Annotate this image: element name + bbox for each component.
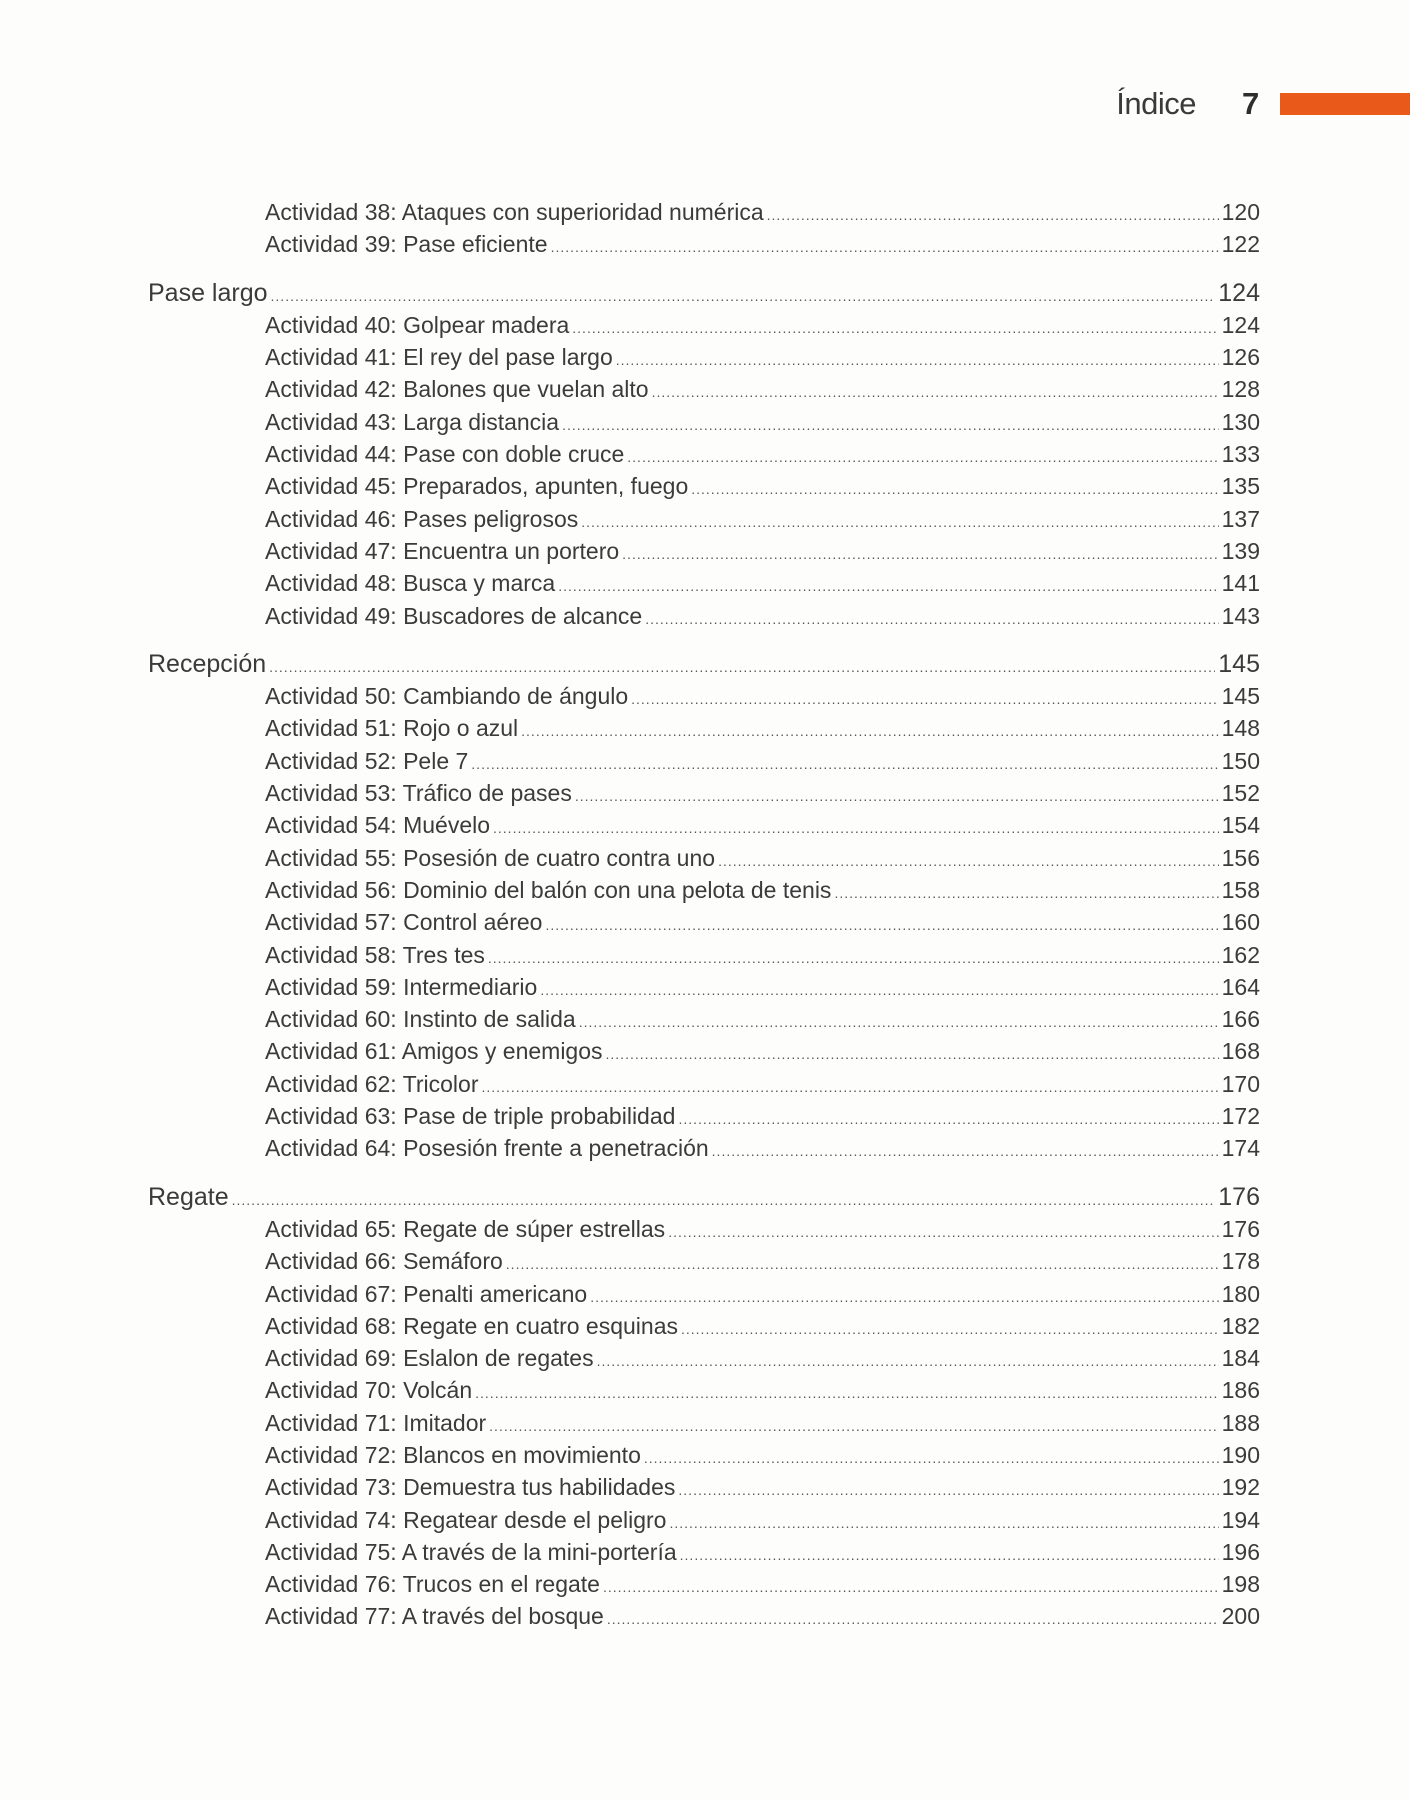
dot-leader bbox=[834, 877, 1218, 909]
toc-entry-label: Actividad 39: Pase eficiente bbox=[265, 231, 548, 258]
toc-page-number: 128 bbox=[1221, 376, 1260, 403]
dot-leader bbox=[644, 1442, 1219, 1474]
dot-leader bbox=[579, 1006, 1219, 1038]
dot-leader bbox=[652, 376, 1219, 408]
toc-page-number: 176 bbox=[1221, 1215, 1260, 1242]
toc-entry-label: Actividad 43: Larga distancia bbox=[265, 408, 560, 435]
dot-leader bbox=[597, 1345, 1219, 1377]
toc-entry-label: Actividad 68: Regate en cuatro esquinas bbox=[265, 1312, 678, 1339]
toc-entry-row[interactable] bbox=[148, 373, 1260, 405]
toc-page-number: 174 bbox=[1221, 1135, 1260, 1162]
toc-entry-label: Actividad 76: Trucos en el regate bbox=[265, 1571, 600, 1598]
toc-page-number: 170 bbox=[1221, 1070, 1260, 1097]
toc-entry-label: Actividad 49: Buscadores de alcance bbox=[265, 602, 643, 629]
toc-entry-label: Actividad 64: Posesión frente a penetración bbox=[265, 1135, 709, 1162]
header-title: Índice bbox=[1116, 86, 1196, 121]
toc-entry-label: Actividad 67: Penalti americano bbox=[265, 1280, 588, 1307]
toc-entry-row[interactable] bbox=[148, 228, 1260, 260]
toc-entry-row[interactable] bbox=[148, 1278, 1260, 1310]
dot-leader bbox=[488, 942, 1219, 974]
toc-entry-label: Actividad 54: Muévelo bbox=[265, 812, 491, 839]
toc-entry-row[interactable] bbox=[148, 1342, 1260, 1374]
toc-page-number: 126 bbox=[1221, 344, 1260, 371]
toc-entry-label: Actividad 69: Eslalon de regates bbox=[265, 1345, 594, 1372]
toc-entry-label: Actividad 71: Imitador bbox=[265, 1409, 487, 1436]
toc-entry-row[interactable] bbox=[148, 1245, 1260, 1277]
toc-entry-label: Actividad 57: Control aéreo bbox=[265, 909, 543, 936]
toc-entry-row[interactable] bbox=[148, 406, 1260, 438]
dot-leader bbox=[616, 344, 1219, 376]
dot-leader bbox=[493, 812, 1219, 844]
toc-page-number: 158 bbox=[1221, 876, 1260, 903]
toc-page-number: 150 bbox=[1221, 747, 1260, 774]
toc-entry-label: Actividad 55: Posesión de cuatro contra uno bbox=[265, 844, 716, 871]
toc-page-number: 160 bbox=[1221, 909, 1260, 936]
toc-page-number: 124 bbox=[1218, 278, 1260, 307]
toc-page-number: 139 bbox=[1221, 537, 1260, 564]
toc-entry-row[interactable] bbox=[148, 470, 1260, 502]
toc-page-number: 162 bbox=[1221, 941, 1260, 968]
toc-page-number: 145 bbox=[1221, 683, 1260, 710]
header-page-number: 7 bbox=[1242, 86, 1260, 121]
toc-page-number: 190 bbox=[1221, 1441, 1260, 1468]
toc-section-title: Recepción bbox=[148, 649, 267, 678]
toc-page-number: 137 bbox=[1221, 505, 1260, 532]
toc-page-number: 188 bbox=[1221, 1409, 1260, 1436]
dot-leader bbox=[545, 909, 1218, 941]
toc-entry-row[interactable] bbox=[148, 1132, 1260, 1164]
toc-entry-label: Actividad 50: Cambiando de ángulo bbox=[265, 683, 629, 710]
toc-page-number: 148 bbox=[1221, 715, 1260, 742]
toc-entry-row[interactable] bbox=[148, 712, 1260, 744]
dot-leader bbox=[481, 1071, 1218, 1103]
toc-section-row[interactable] bbox=[148, 1181, 1260, 1213]
toc-entry-row[interactable] bbox=[148, 1310, 1260, 1342]
toc-entry-label: Actividad 41: El rey del pase largo bbox=[265, 344, 613, 371]
toc-page-number: 141 bbox=[1221, 570, 1260, 597]
toc-entry-label: Actividad 70: Volcán bbox=[265, 1377, 473, 1404]
dot-leader bbox=[627, 441, 1218, 473]
dot-leader bbox=[581, 506, 1218, 538]
toc-page-number: 192 bbox=[1221, 1474, 1260, 1501]
toc-entry-label: Actividad 77: A través del bosque bbox=[265, 1603, 604, 1630]
dot-leader bbox=[551, 231, 1219, 263]
toc-entry-row[interactable] bbox=[148, 906, 1260, 938]
toc-section-row[interactable] bbox=[148, 648, 1260, 680]
toc-entry-label: Actividad 58: Tres tes bbox=[265, 941, 485, 968]
dot-leader bbox=[269, 651, 1215, 683]
toc-entry-row[interactable] bbox=[148, 341, 1260, 373]
toc-entry-label: Actividad 47: Encuentra un portero bbox=[265, 537, 620, 564]
toc-page-number: 164 bbox=[1221, 973, 1260, 1000]
toc-entry-row[interactable] bbox=[148, 1471, 1260, 1503]
toc-entry-row[interactable] bbox=[148, 939, 1260, 971]
table-of-contents bbox=[148, 196, 1260, 1633]
dot-leader bbox=[232, 1184, 1216, 1216]
toc-entry-row[interactable] bbox=[148, 1003, 1260, 1035]
dot-leader bbox=[767, 199, 1219, 231]
toc-entry-label: Actividad 75: A través de la mini-portería bbox=[265, 1538, 677, 1565]
toc-page-number: 182 bbox=[1221, 1312, 1260, 1339]
dot-leader bbox=[678, 1474, 1218, 1506]
toc-entry-row[interactable] bbox=[148, 971, 1260, 1003]
toc-entry-row[interactable] bbox=[148, 777, 1260, 809]
toc-page-number: 178 bbox=[1221, 1248, 1260, 1275]
page-header bbox=[0, 82, 1410, 126]
toc-page-number: 194 bbox=[1221, 1506, 1260, 1533]
dot-leader bbox=[691, 473, 1218, 505]
toc-entry-row[interactable] bbox=[148, 1536, 1260, 1568]
header-accent-bar bbox=[1280, 93, 1410, 115]
dot-leader bbox=[712, 1135, 1219, 1167]
toc-entry-row[interactable] bbox=[148, 1100, 1260, 1132]
toc-entry-row[interactable] bbox=[148, 600, 1260, 632]
toc-page-number: 176 bbox=[1218, 1182, 1260, 1211]
toc-entry-row[interactable] bbox=[148, 745, 1260, 777]
toc-entry-row[interactable] bbox=[148, 503, 1260, 535]
toc-page-number: 196 bbox=[1221, 1538, 1260, 1565]
toc-entry-label: Actividad 38: Ataques con superioridad numérica bbox=[265, 199, 764, 225]
toc-entry-row[interactable] bbox=[148, 567, 1260, 599]
dot-leader bbox=[681, 1313, 1219, 1345]
toc-entry-label: Actividad 72: Blancos en movimiento bbox=[265, 1441, 641, 1468]
toc-entry-label: Actividad 53: Tráfico de pases bbox=[265, 780, 572, 807]
dot-leader bbox=[607, 1603, 1219, 1635]
toc-section-title: Regate bbox=[148, 1182, 229, 1211]
dot-leader bbox=[572, 312, 1218, 344]
dot-leader bbox=[718, 845, 1219, 877]
toc-entry-label: Actividad 59: Intermediario bbox=[265, 973, 538, 1000]
toc-page-number: 145 bbox=[1218, 649, 1260, 678]
toc-entry-row[interactable] bbox=[148, 1068, 1260, 1100]
dot-leader bbox=[558, 570, 1218, 602]
toc-entry-label: Actividad 63: Pase de triple probabilidad bbox=[265, 1103, 676, 1130]
toc-page-number: 152 bbox=[1221, 780, 1260, 807]
dot-leader bbox=[631, 683, 1218, 715]
toc-entry-label: Actividad 44: Pase con doble cruce bbox=[265, 441, 625, 468]
toc-page-number: 168 bbox=[1221, 1038, 1260, 1065]
toc-page-number: 143 bbox=[1221, 602, 1260, 629]
toc-entry-label: Actividad 61: Amigos y enemigos bbox=[265, 1038, 603, 1065]
toc-entry-label: Actividad 65: Regate de súper estrellas bbox=[265, 1215, 666, 1242]
dot-leader bbox=[540, 974, 1218, 1006]
toc-entry-row[interactable] bbox=[148, 680, 1260, 712]
toc-entry-row[interactable] bbox=[148, 1600, 1260, 1632]
toc-page-number: 122 bbox=[1221, 231, 1260, 258]
toc-page-number: 172 bbox=[1221, 1103, 1260, 1130]
toc-entry-label: Actividad 74: Regatear desde el peligro bbox=[265, 1506, 667, 1533]
dot-leader bbox=[562, 409, 1219, 441]
toc-section-row[interactable] bbox=[148, 277, 1260, 309]
toc-page-number: 156 bbox=[1221, 844, 1260, 871]
dot-leader bbox=[575, 780, 1219, 812]
dot-leader bbox=[489, 1410, 1218, 1442]
dot-leader bbox=[669, 1507, 1218, 1539]
toc-entry-row[interactable] bbox=[148, 535, 1260, 567]
toc-page-number: 135 bbox=[1221, 473, 1260, 500]
toc-entry-row[interactable] bbox=[148, 1439, 1260, 1471]
dot-leader bbox=[678, 1103, 1218, 1135]
dot-leader bbox=[475, 1377, 1218, 1409]
toc-section-title: Pase largo bbox=[148, 278, 268, 307]
dot-leader bbox=[606, 1038, 1219, 1070]
dot-leader bbox=[603, 1571, 1219, 1603]
dot-leader bbox=[506, 1248, 1219, 1280]
dot-leader bbox=[590, 1281, 1218, 1313]
dot-leader bbox=[680, 1539, 1219, 1571]
dot-leader bbox=[271, 280, 1216, 312]
dot-leader bbox=[668, 1216, 1218, 1248]
toc-entry-row[interactable] bbox=[148, 1374, 1260, 1406]
toc-entry-label: Actividad 51: Rojo o azul bbox=[265, 715, 519, 742]
toc-entry-label: Actividad 60: Instinto de salida bbox=[265, 1006, 576, 1033]
toc-entry-label: Actividad 45: Preparados, apunten, fuego bbox=[265, 473, 689, 500]
dot-leader bbox=[645, 603, 1218, 635]
toc-entry-label: Actividad 73: Demuestra tus habilidades bbox=[265, 1474, 676, 1501]
toc-entry-label: Actividad 52: Pele 7 bbox=[265, 747, 469, 774]
toc-entry-label: Actividad 62: Tricolor bbox=[265, 1070, 479, 1097]
toc-page-number: 124 bbox=[1221, 311, 1260, 338]
toc-page-number: 198 bbox=[1221, 1571, 1260, 1598]
toc-entry-row[interactable] bbox=[148, 1213, 1260, 1245]
toc-entry-label: Actividad 56: Dominio del balón con una pelota de tenis bbox=[265, 876, 832, 903]
toc-entry-row[interactable] bbox=[148, 842, 1260, 874]
toc-entry-row[interactable] bbox=[148, 809, 1260, 841]
toc-entry-row[interactable] bbox=[148, 1407, 1260, 1439]
toc-page-number: 184 bbox=[1221, 1345, 1260, 1372]
toc-entry-row[interactable] bbox=[148, 309, 1260, 341]
toc-page-number: 200 bbox=[1221, 1603, 1260, 1630]
toc-page-number: 120 bbox=[1221, 199, 1260, 225]
toc-entry-row[interactable] bbox=[148, 1035, 1260, 1067]
toc-page-number: 154 bbox=[1221, 812, 1260, 839]
toc-page-number: 180 bbox=[1221, 1280, 1260, 1307]
dot-leader bbox=[622, 538, 1218, 570]
toc-entry-row[interactable] bbox=[148, 1568, 1260, 1600]
toc-page-number: 186 bbox=[1221, 1377, 1260, 1404]
toc-entry-label: Actividad 48: Busca y marca bbox=[265, 570, 556, 597]
toc-entry-row[interactable] bbox=[148, 438, 1260, 470]
dot-leader bbox=[471, 748, 1218, 780]
toc-page-number: 133 bbox=[1221, 441, 1260, 468]
toc-entry-label: Actividad 46: Pases peligrosos bbox=[265, 505, 579, 532]
toc-entry-row[interactable] bbox=[148, 196, 1260, 228]
toc-entry-row[interactable] bbox=[148, 1504, 1260, 1536]
toc-entry-label: Actividad 42: Balones que vuelan alto bbox=[265, 376, 649, 403]
toc-entry-row[interactable] bbox=[148, 874, 1260, 906]
dot-leader bbox=[521, 715, 1218, 747]
toc-page-number: 130 bbox=[1221, 408, 1260, 435]
toc-page-number: 166 bbox=[1221, 1006, 1260, 1033]
toc-entry-label: Actividad 66: Semáforo bbox=[265, 1248, 503, 1275]
toc-entry-label: Actividad 40: Golpear madera bbox=[265, 311, 570, 338]
